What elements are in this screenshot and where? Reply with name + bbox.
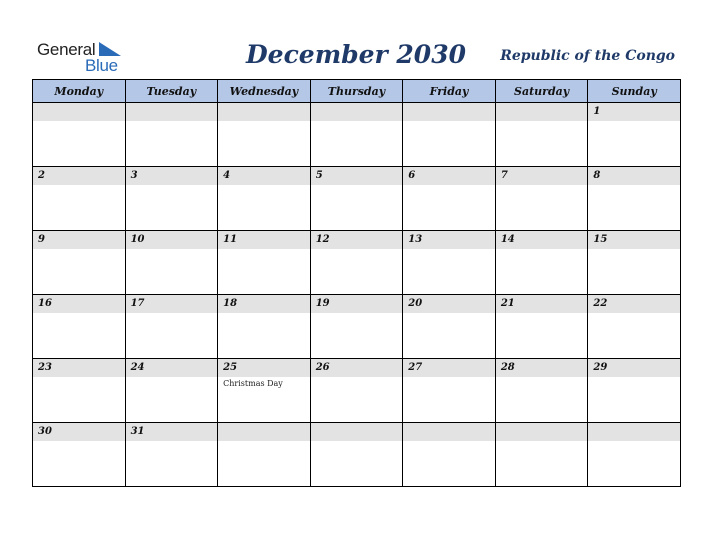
day-cell[interactable]: [495, 103, 588, 167]
day-number: 15: [593, 234, 608, 245]
day-cell[interactable]: [33, 295, 126, 359]
day-cell-header: [218, 295, 310, 313]
day-number: 6: [408, 170, 416, 181]
day-cell-header: [588, 103, 680, 121]
day-number: 17: [130, 298, 145, 309]
day-cell[interactable]: [310, 359, 403, 423]
day-cell-header: [311, 295, 403, 313]
day-cell-header: [496, 231, 588, 249]
day-cell-header: [126, 167, 218, 185]
day-number: 16: [38, 298, 52, 309]
calendar-grid: [32, 79, 681, 487]
day-cell-header: [33, 103, 125, 121]
day-number: 1: [593, 106, 601, 117]
day-number: 29: [593, 362, 608, 373]
day-number: 11: [223, 234, 238, 245]
day-cell[interactable]: [310, 295, 403, 359]
day-cell-header: [403, 295, 495, 313]
day-number: 7: [500, 170, 508, 181]
week-row: [33, 295, 681, 359]
weekday-header: Tuesday: [125, 80, 218, 103]
day-cell[interactable]: [310, 231, 403, 295]
day-number: 4: [223, 170, 231, 181]
day-cell[interactable]: [403, 231, 496, 295]
day-cell-header: [311, 167, 403, 185]
day-cell[interactable]: [403, 167, 496, 231]
day-cell[interactable]: [588, 423, 681, 487]
day-cell-header: [218, 103, 310, 121]
day-cell[interactable]: [125, 231, 218, 295]
day-cell[interactable]: [495, 423, 588, 487]
day-cell[interactable]: [310, 103, 403, 167]
week-row: [33, 167, 681, 231]
day-cell[interactable]: [125, 423, 218, 487]
day-number: 30: [38, 426, 52, 437]
day-cell-header: [588, 423, 680, 441]
day-cell[interactable]: [403, 359, 496, 423]
day-cell-header: [403, 167, 495, 185]
day-cell[interactable]: [125, 103, 218, 167]
day-cell-header: [33, 167, 125, 185]
day-cell[interactable]: [33, 167, 126, 231]
weekday-header: Wednesday: [218, 80, 311, 103]
week-row: [33, 359, 681, 423]
day-cell[interactable]: [495, 359, 588, 423]
day-cell[interactable]: [218, 103, 311, 167]
calendar-title: December 2030: [245, 40, 466, 69]
day-cell-header: [588, 167, 680, 185]
day-number: 24: [130, 362, 145, 373]
day-number: 28: [500, 362, 515, 373]
week-row: [33, 231, 681, 295]
weekday-header: Saturday: [495, 80, 588, 103]
day-cell[interactable]: [125, 167, 218, 231]
day-cell-header: [126, 359, 218, 377]
day-number: 5: [315, 170, 323, 181]
weekday-header: Sunday: [588, 80, 681, 103]
day-cell-header: [496, 103, 588, 121]
day-cell-header: [496, 423, 588, 441]
day-number: 9: [38, 234, 45, 245]
day-cell-header: [218, 167, 310, 185]
logo-text-general: General: [37, 40, 96, 59]
day-cell[interactable]: [218, 295, 311, 359]
day-cell[interactable]: [588, 167, 681, 231]
day-number: 12: [315, 234, 330, 245]
day-cell[interactable]: [403, 103, 496, 167]
weekday-header: Thursday: [310, 80, 403, 103]
day-number: 22: [593, 298, 608, 309]
day-cell[interactable]: [588, 103, 681, 167]
day-cell-header: [126, 231, 218, 249]
day-number: 18: [223, 298, 238, 309]
week-row: [33, 423, 681, 487]
day-cell[interactable]: [218, 423, 311, 487]
day-cell[interactable]: [125, 295, 218, 359]
day-cell-header: [588, 359, 680, 377]
day-cell[interactable]: [218, 231, 311, 295]
day-cell-header: [496, 295, 588, 313]
day-number: 25: [223, 362, 238, 373]
day-cell[interactable]: [218, 359, 311, 423]
day-cell-header: [403, 359, 495, 377]
weekday-header: Friday: [403, 80, 496, 103]
logo-text-blue: Blue: [85, 56, 118, 75]
day-cell-header: [311, 231, 403, 249]
day-cell-header: [218, 423, 310, 441]
day-cell[interactable]: [218, 167, 311, 231]
day-number: 10: [130, 234, 145, 245]
day-cell-header: [33, 231, 125, 249]
day-cell-header: [403, 423, 495, 441]
day-cell[interactable]: [403, 423, 496, 487]
day-cell-header: [126, 103, 218, 121]
day-cell[interactable]: [33, 423, 126, 487]
day-cell[interactable]: [33, 103, 126, 167]
day-number: 31: [130, 426, 145, 437]
day-cell-header: [311, 103, 403, 121]
day-cell-header: [311, 359, 403, 377]
day-cell[interactable]: [588, 231, 681, 295]
day-number: 8: [593, 170, 601, 181]
day-cell-header: [496, 359, 588, 377]
day-number: 3: [130, 170, 138, 181]
day-cell[interactable]: [33, 359, 126, 423]
weekday-header: Monday: [33, 80, 126, 103]
day-cell[interactable]: [588, 359, 681, 423]
day-cell[interactable]: [495, 167, 588, 231]
day-number: 27: [408, 362, 423, 373]
day-number: 21: [500, 298, 515, 309]
day-number: 2: [38, 170, 45, 181]
day-cell-header: [311, 423, 403, 441]
day-cell-header: [403, 231, 495, 249]
day-cell[interactable]: [588, 295, 681, 359]
day-cell[interactable]: [495, 295, 588, 359]
day-cell-header: [33, 359, 125, 377]
day-cell-header: [496, 167, 588, 185]
day-number: 19: [315, 298, 330, 309]
day-cell-header: [403, 103, 495, 121]
day-cell[interactable]: [495, 231, 588, 295]
day-number: 23: [38, 362, 52, 373]
day-cell[interactable]: [403, 295, 496, 359]
day-cell-header: [33, 295, 125, 313]
week-row: [33, 103, 681, 167]
day-cell-header: [218, 231, 310, 249]
day-cell-header: [588, 295, 680, 313]
day-cell-header: [33, 423, 125, 441]
day-cell-header: [126, 423, 218, 441]
day-cell-header: [588, 231, 680, 249]
day-cell[interactable]: [310, 167, 403, 231]
day-cell[interactable]: [33, 231, 126, 295]
day-number: 14: [500, 234, 515, 245]
day-number: 20: [408, 298, 423, 309]
day-cell[interactable]: [125, 359, 218, 423]
holiday-label: Christmas Day: [223, 379, 283, 388]
day-number: 26: [315, 362, 330, 373]
day-cell[interactable]: [310, 423, 403, 487]
weekday-header-row: [33, 80, 681, 103]
day-cell-header: [126, 295, 218, 313]
country-name: Republic of the Congo: [500, 48, 675, 64]
day-cell-header: [218, 359, 310, 377]
day-number: 13: [408, 234, 423, 245]
